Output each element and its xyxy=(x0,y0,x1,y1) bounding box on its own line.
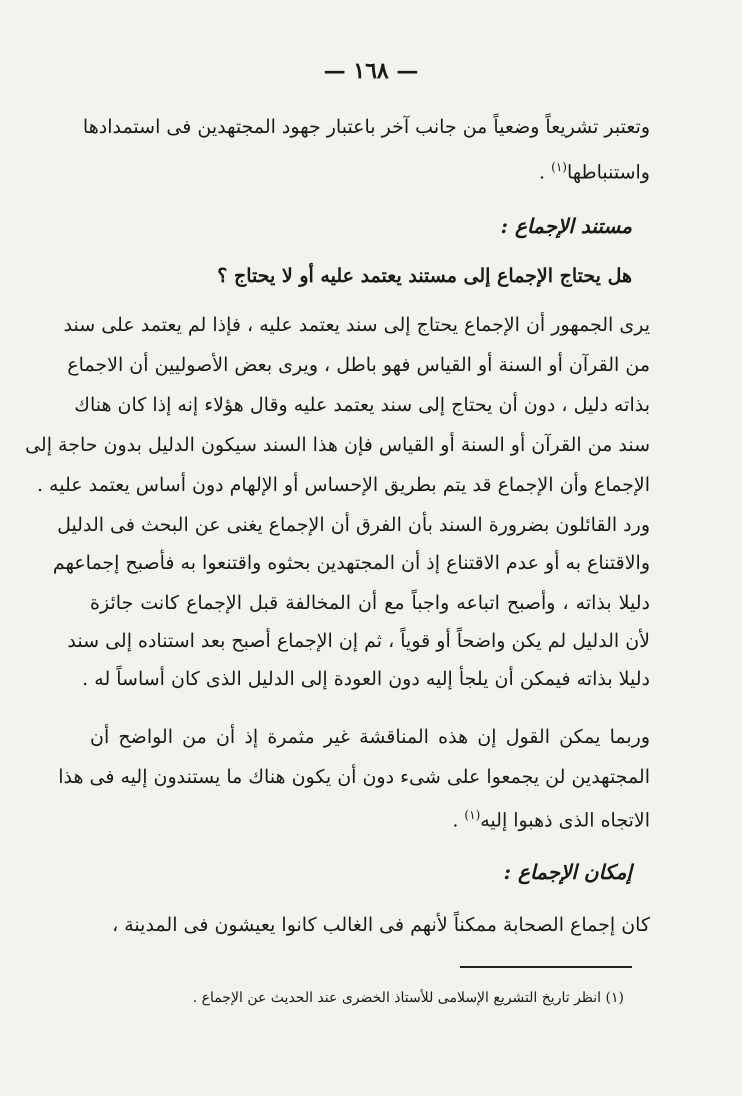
text-line: سند من القرآن أو السنة أو القياس فإن هذا السند سيكون الدليل بدون حاجة إلى xyxy=(25,434,650,456)
footnote-marker: (١) xyxy=(464,808,481,822)
text-line xyxy=(539,152,650,187)
text-fragment: الاتجاه الذى ذهبوا إليه xyxy=(480,809,650,832)
text-line: دليلا بذاته فيمكن أن يلجأ إليه دون العودة إلى الدليل الذى كان أساساً له . xyxy=(82,668,650,690)
text-line xyxy=(452,800,650,835)
footnote: (١) انظر تاريخ التشريع الإسلامى للأستاذ الخضرى عند الحديث عن الإجماع . xyxy=(192,990,624,1006)
text-line: دليلا بذاته ، وأصبح اتباعه واجباً مع أن المخالفة قبل الإجماع كانت جائزة xyxy=(90,592,650,614)
text-line: كان إجماع الصحابة ممكناً لأنهم فى الغالب كانوا يعيشون فى المدينة ، xyxy=(112,914,650,936)
text-line: لأن الدليل لم يكن واضحاً أو قوياً ، ثم إن الإجماع أصبح بعد استناده إلى سند xyxy=(67,630,650,652)
text-line: وتعتبر تشريعاً وضعياً من جانب آخر باعتبار جهود المجتهدين فى استمدادها xyxy=(82,116,650,138)
section-heading-consensus-possibility: إمكان الإجماع : xyxy=(503,860,632,884)
footnote-divider xyxy=(460,966,632,968)
text-fragment: واستنباطها xyxy=(566,161,650,184)
text-fragment: . xyxy=(452,809,465,832)
text-line: المجتهدين لن يجمعوا على شىء دون أن يكون هناك ما يستندون إليه فى هذا xyxy=(58,766,650,788)
text-fragment: . xyxy=(539,161,552,184)
section-heading-consensus-basis: مستند الإجماع : xyxy=(500,214,632,238)
text-line: بذاته دليل ، دون أن يحتاج إلى سند يعتمد عليه وقال هؤلاء إنه إذا كان هناك xyxy=(74,394,650,416)
text-line: ورد القائلون بضرورة السند بأن الفرق أن الإجماع يغنى عن البحث فى الدليل xyxy=(57,514,650,536)
text-line: الإجماع وأن الإجماع قد يتم بطريق الإحساس أو الإلهام دون أساس يعتمد عليه . xyxy=(36,474,650,496)
footnote-marker: (١) xyxy=(551,160,567,174)
text-line: يرى الجمهور أن الإجماع يحتاج إلى سند يعتمد عليه ، فإذا لم يعتمد على سند xyxy=(63,314,650,336)
text-line: من القرآن أو السنة أو القياس فهو باطل ، ويرى بعض الأصوليين أن الاجماع xyxy=(67,354,650,376)
page-number: — ١٦٨ — xyxy=(323,58,419,84)
text-line: والاقتناع به أو عدم الاقتناع إذ أن المجتهدين بحثوه واقتنعوا به فأصبح إجماعهم xyxy=(52,552,650,574)
question-line: هل يحتاج الإجماع إلى مستند يعتمد عليه أو لا يحتاج ؟ xyxy=(217,265,632,287)
text-line: وربما يمكن القول إن هذه المناقشة غير مثمرة إذ أن من الواضح أن xyxy=(90,726,650,748)
